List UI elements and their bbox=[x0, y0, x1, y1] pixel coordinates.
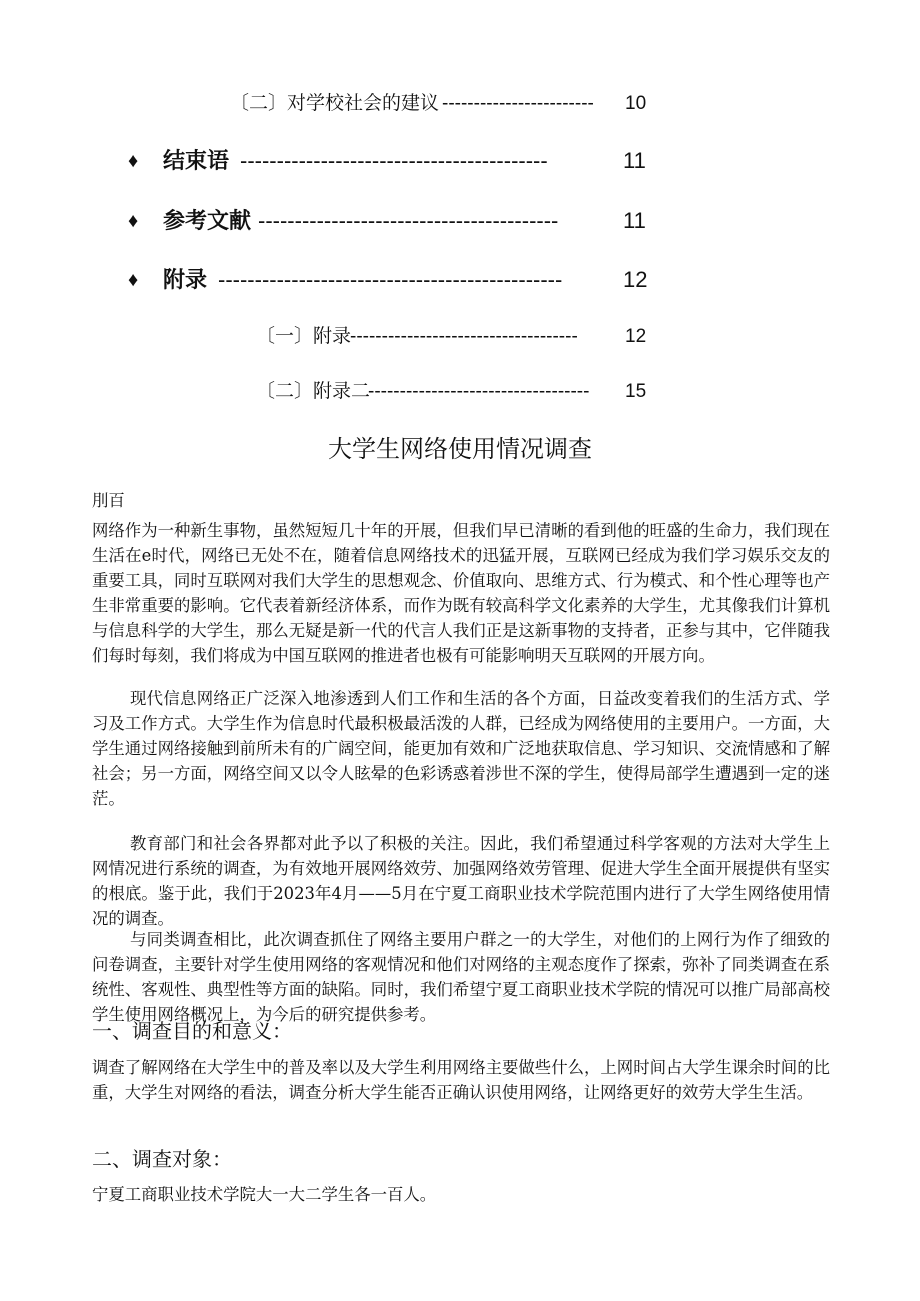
toc-entry-label: 〔一〕附录 bbox=[256, 326, 352, 347]
body-paragraph: 现代信息网络正广泛深入地渗透到人们工作和生活的各个方面，日益改变着我们的生活方式、学习及工作方式。大学生作为信息时代最积极最活泼的人群，已经成为网络使用的主要用户。一方面，大学生通过网络接触到前所未有的广阔空间，能更加有效和广泛地获取信息、学习知识、交流情感和了解社会；另一方面，网络空间又以令人眩晕的色彩诱惑着涉世不深的学生，使得局部学生遭遇到一定的迷茫。 bbox=[92, 689, 830, 808]
toc-leader-dots: ------------------------ bbox=[442, 93, 594, 114]
diamond-bullet-icon: ♦ bbox=[128, 269, 139, 291]
toc-leader-dots: ------------------------------------ bbox=[350, 326, 578, 347]
section-paragraph: 宁夏工商职业技术学院大一大二学生各一百人。 bbox=[92, 1185, 437, 1204]
toc-entry-page: 15 bbox=[625, 381, 647, 402]
body-paragraph: 网络作为一种新生事物，虽然短短几十年的开展，但我们早已清晰的看到他的旺盛的生命力，我们现在生活在e时代，网络已无处不在，随着信息网络技术的迅猛开展，互联网已经成为我们学习娱乐交友的重要工具，同时互联网对我们大学生的思想观念、价值取向、思维方式、行为模式、和个性心理等也产生非常重要的影响。它代表着新经济体系，而作为既有较高科学文化素养的大学生，尤其像我们计算机与信息科学的大学生，那么无疑是新一代的代言人我们正是这新事物的支持者，正参与其中，它伴随我们每时每刻，我们将成为中国互联网的推进者也极有可能影响明天互联网的开展方向。 bbox=[92, 521, 830, 665]
page-title: 大学生网络使用情况调查 bbox=[328, 436, 592, 463]
toc-entry-page: 12 bbox=[625, 326, 647, 347]
toc-entry[interactable] bbox=[0, 260, 920, 300]
toc-entry[interactable] bbox=[0, 84, 920, 124]
toc-entry-label: 参考文献 bbox=[163, 208, 252, 233]
toc-leader-dots: ----------------------------------- bbox=[368, 381, 590, 402]
toc-leader-dots: ----------------------------------------------- bbox=[218, 267, 563, 292]
preface-label: 刖百 bbox=[92, 491, 125, 510]
toc-leader-dots: ----------------------------------------- bbox=[258, 208, 559, 233]
toc-entry-label: 附录 bbox=[163, 267, 208, 292]
toc-leader-dots: ------------------------------------------ bbox=[240, 148, 548, 173]
diamond-bullet-icon: ♦ bbox=[128, 210, 139, 232]
toc-entry-page: 10 bbox=[625, 93, 647, 114]
section-paragraph: 调查了解网络在大学生中的普及率以及大学生利用网络主要做些什么，上网时间占大学生课余时间的比重，大学生对网络的看法，调查分析大学生能否正确认识使用网络，让网络更好的效劳大学生生活。 bbox=[92, 1058, 830, 1102]
toc-entry-label: 〔二〕附录二 bbox=[256, 381, 371, 402]
toc-entry-page: 12 bbox=[623, 267, 648, 292]
toc-entry-page: 11 bbox=[623, 208, 646, 233]
toc-entry-page: 11 bbox=[623, 148, 646, 173]
diamond-bullet-icon: ♦ bbox=[128, 150, 139, 172]
body-paragraph: 与同类调查相比，此次调查抓住了网络主要用户群之一的大学生，对他们的上网行为作了细致的问卷调查，主要针对学生使用网络的客观情况和他们对网络的主观态度作了探索，弥补了同类调查在系统性、客观性、典型性等方面的缺陷。同时，我们希望宁夏工商职业技术学院的情况可以推广局部高校学生使用网络概况上，为今后的研究提供参考。 bbox=[92, 930, 830, 1024]
toc-entry[interactable] bbox=[0, 141, 920, 181]
toc-entry[interactable] bbox=[0, 201, 920, 241]
body-paragraph: 教育部门和社会各界都对此予以了积极的关注。因此，我们希望通过科学客观的方法对大学生上网情况进行系统的调查，为有效地开展网络效劳、加强网络效劳管理、促进大学生全面开展提供有坚实的根底。鉴于此，我们于2023年4月——5月在宁夏工商职业技术学院范围内进行了大学生网络使用情况的调查。 bbox=[92, 834, 830, 928]
toc-entry-label: 〔二〕对学校社会的建议 bbox=[230, 93, 440, 114]
toc-entry-label: 结束语 bbox=[163, 148, 230, 173]
section-heading: 二、调查对象： bbox=[92, 1149, 232, 1171]
section-heading: 一、调查目的和意义： bbox=[92, 1021, 292, 1043]
toc-entry[interactable] bbox=[0, 317, 920, 357]
toc-entry[interactable] bbox=[0, 372, 920, 412]
